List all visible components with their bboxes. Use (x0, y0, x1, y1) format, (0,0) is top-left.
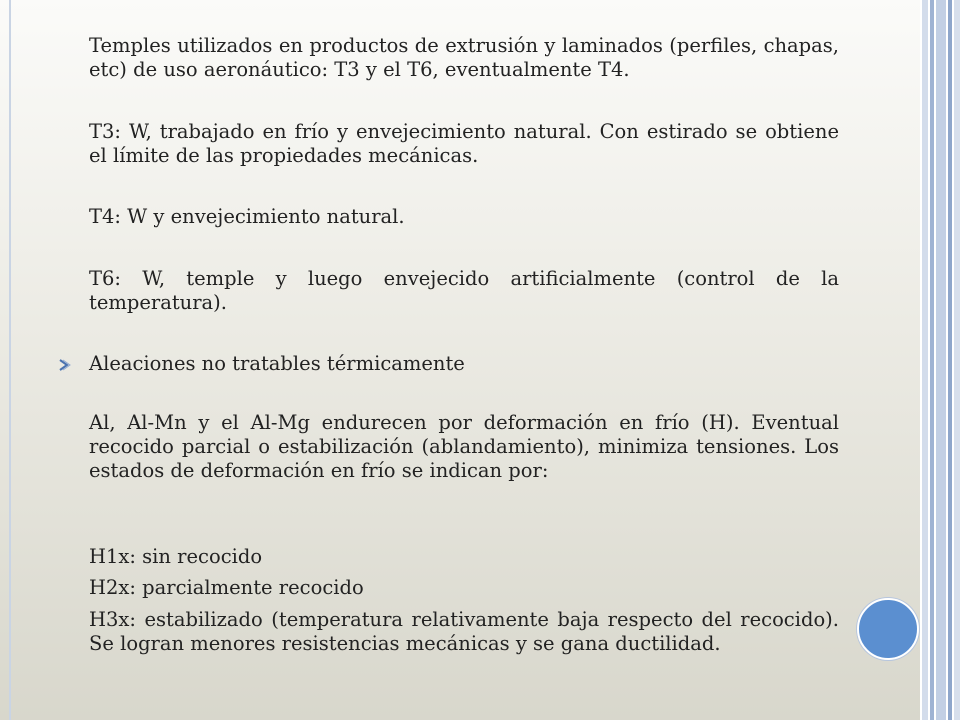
left-border-rule (9, 0, 11, 720)
accent-circle (857, 598, 919, 660)
band-stripe (954, 0, 960, 720)
paragraph-t3: T3: W, trabajado en frío y envejecimiento natural. Con estirado se obtiene el límite de las propiedades mecánicas. (89, 120, 839, 167)
paragraph-t6: T6: W, temple y luego envejecido artificialmente (control de la temperatura). (89, 267, 839, 314)
paragraph-h3x: H3x: estabilizado (temperatura relativamente baja respecto del recocido). Se logran menores resistencias mecánicas y se gana ductilidad. (89, 608, 839, 655)
paragraph-h1x: H1x: sin recocido (89, 545, 263, 568)
chevron-right-icon (57, 358, 71, 372)
paragraph-h2x: H2x: parcialmente recocido (89, 576, 364, 599)
paragraph-al: Al, Al-Mn y el Al-Mg endurecen por deformación en frío (H). Eventual recocido parcial o estabilización (ablandamiento), minimiza tensiones. Los estados de deformación en frío se indican por: (89, 411, 839, 482)
band-stripe (922, 0, 928, 720)
paragraph-temples: Temples utilizados en productos de extrusión y laminados (perfiles, chapas, etc) de uso aeronáutico: T3 y el T6, eventualmente T4. (89, 34, 839, 81)
bullet-heading-aleaciones: Aleaciones no tratables térmicamente (89, 352, 465, 375)
band-stripe (936, 0, 946, 720)
band-stripe (948, 0, 952, 720)
band-stripe (930, 0, 934, 720)
paragraph-t4: T4: W y envejecimiento natural. (89, 205, 405, 228)
